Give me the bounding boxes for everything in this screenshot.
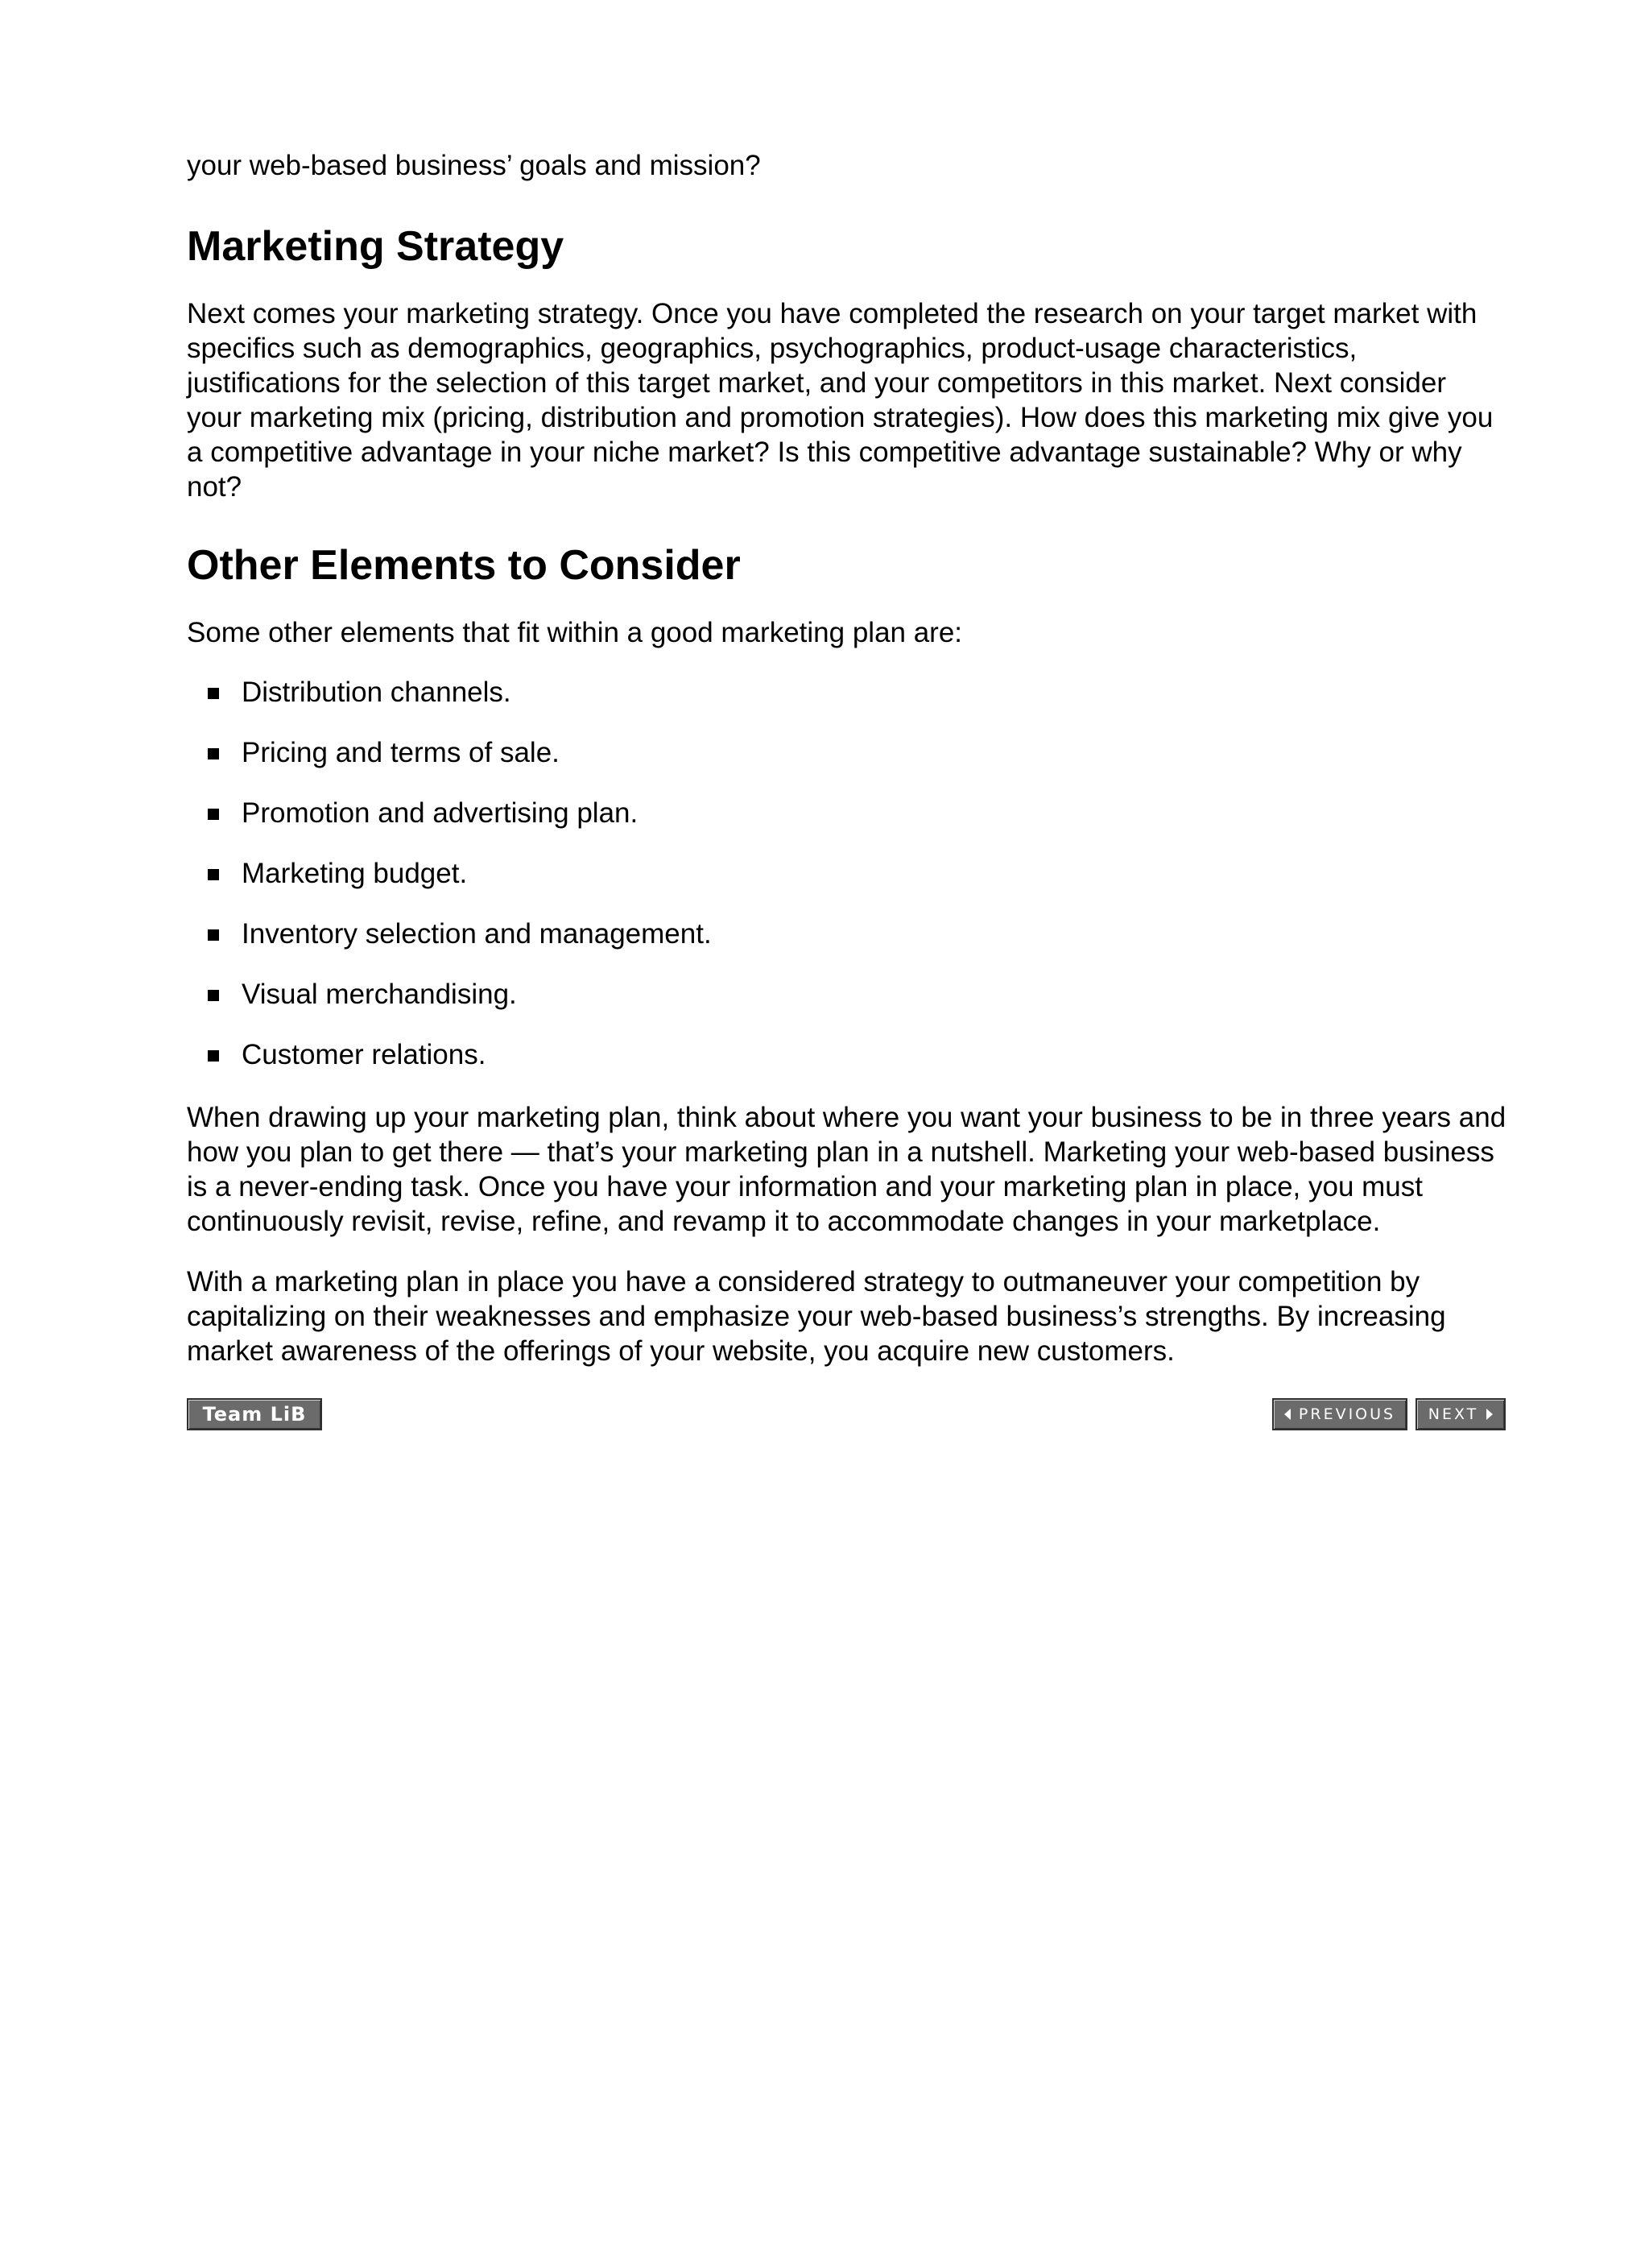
list-item-text: Inventory selection and management. <box>242 918 712 950</box>
square-bullet-icon <box>208 809 219 820</box>
square-bullet-icon <box>208 990 219 1001</box>
square-bullet-icon <box>208 869 219 880</box>
list-item <box>187 1037 712 1098</box>
list-item <box>187 735 712 796</box>
list-item-text: Customer relations. <box>242 1039 486 1070</box>
square-bullet-icon <box>208 748 219 759</box>
arrow-left-icon <box>1284 1409 1291 1420</box>
list-item <box>187 917 712 977</box>
elements-bullet-list <box>187 675 712 1098</box>
previous-button[interactable] <box>1272 1398 1407 1430</box>
list-item <box>187 977 712 1037</box>
square-bullet-icon <box>208 688 219 699</box>
next-button[interactable] <box>1415 1398 1506 1430</box>
other-elements-intro: Some other elements that fit within a good marketing plan are: <box>187 617 963 648</box>
list-item-text: Pricing and terms of sale. <box>242 737 560 768</box>
list-item <box>187 675 712 735</box>
lead-text: your web-based business’ goals and mission? <box>187 150 761 181</box>
list-item-text: Promotion and advertising plan. <box>242 797 639 829</box>
list-item <box>187 796 712 856</box>
section-heading-marketing-strategy: Marketing Strategy <box>187 223 564 270</box>
next-label: NEXT <box>1428 1405 1479 1423</box>
drawing-plan-paragraph: When drawing up your marketing plan, think about where you want your business to be in three years and how you plan to get there — that’s your marketing plan in a nutshell. Marketing your web-based business is a never-ending task. Once you have your information and your marketing plan in place, you must continuously revisit, revise, refine, and revamp it to accommodate changes in your marketplace. <box>187 1102 1506 1237</box>
list-item-text: Distribution channels. <box>242 677 511 708</box>
list-item-text: Marketing budget. <box>242 858 468 889</box>
team-lib-label: Team LiB <box>202 1403 307 1426</box>
list-item-text: Visual merchandising. <box>242 979 517 1010</box>
square-bullet-icon <box>208 929 219 941</box>
team-lib-button[interactable] <box>187 1398 322 1430</box>
list-item <box>187 856 712 917</box>
with-plan-paragraph: With a marketing plan in place you have a considered strategy to outmaneuver your competition by capitalizing on their weaknesses and emphasize your web-based business’s strengths. By increasing market awareness of the offerings of your website, you acquire new customers. <box>187 1266 1446 1367</box>
arrow-right-icon <box>1486 1409 1493 1420</box>
square-bullet-icon <box>208 1050 219 1062</box>
marketing-strategy-paragraph: Next comes your marketing strategy. Once you have completed the research on your target market with specifics such as demographics, geographics, psychographics, product-usage characteristics, justifications for the selection of this target market, and your competitors in this market. Next consider your marketing mix (pricing, distribution and promotion strategies). How does this marketing mix give you a competitive advantage in your niche market? Is this competitive advantage sustainable? Why or why not? <box>187 298 1494 503</box>
previous-label: PREVIOUS <box>1298 1405 1396 1423</box>
section-heading-other-elements: Other Elements to Consider <box>187 542 741 589</box>
